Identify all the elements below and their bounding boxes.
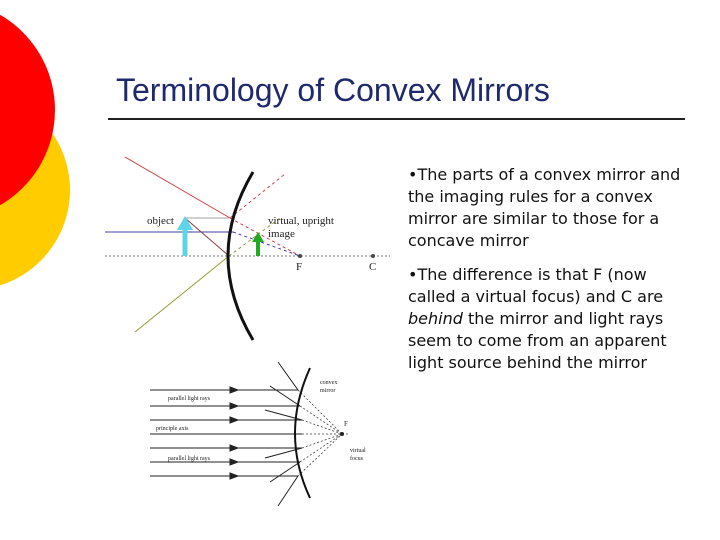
- convex-mirror-curve: [295, 368, 310, 498]
- principle-axis-label: principle axis: [156, 426, 189, 432]
- bullet-list: [408, 164, 688, 386]
- object-label: object: [147, 215, 174, 227]
- ray-arrowhead: [230, 403, 238, 409]
- virtual-ray-extension: [302, 434, 342, 448]
- virtual-ray-extension: [298, 390, 342, 434]
- incident-ray-brown: [185, 218, 229, 256]
- mirror-label-line2: mirror: [320, 388, 336, 394]
- virtual-focus-label-line1: virtual: [350, 448, 366, 454]
- mirror-label-line1: convex: [320, 380, 338, 386]
- reflected-ray-olive: [135, 256, 229, 332]
- slide-title: Terminology of Convex Mirrors: [116, 72, 550, 108]
- ray-arrowhead: [230, 473, 238, 479]
- bullet-text-continued: the mirror and light rays seem to come from an apparent light source behind the mirror: [408, 309, 667, 372]
- focus-label: F: [344, 420, 348, 428]
- focus-point: [298, 254, 302, 258]
- reflected-ray: [278, 476, 298, 506]
- virtual-ray-extension: [300, 406, 342, 434]
- ray-arrowhead: [230, 459, 238, 465]
- virtual-focus-label-line2: focus: [350, 456, 363, 462]
- bullet-text: •The parts of a convex mirror and the imaging rules for a convex mirror are similar to those for a concave mirror: [408, 165, 681, 250]
- focus-label: F: [296, 261, 303, 273]
- parallel-rays-label-bottom: parallel light rays: [168, 456, 210, 462]
- virtual-focus-point: [340, 432, 344, 436]
- center-point: [371, 254, 375, 258]
- decorative-circles: [0, 0, 90, 300]
- reflected-ray-red: [230, 174, 285, 218]
- virtual-ray-extension: [298, 434, 342, 476]
- image-label-line1: virtual, upright: [268, 215, 334, 227]
- ray-arrowhead: [230, 445, 238, 451]
- convex-mirror-image-diagram: [105, 152, 395, 347]
- incident-ray-red: [125, 157, 230, 218]
- title-underline: [108, 118, 685, 120]
- image-label-line2: image: [268, 228, 295, 240]
- bullet-item: [408, 264, 688, 374]
- reflected-ray: [278, 362, 298, 390]
- bullet-emphasis: behind: [408, 309, 463, 328]
- center-label: C: [369, 261, 377, 273]
- parallel-rays-label-top: parallel light rays: [168, 396, 210, 402]
- parallel-rays-diagram: [150, 348, 380, 536]
- ray-arrowhead: [230, 387, 238, 393]
- virtual-ray-extension: [300, 434, 342, 462]
- bullet-text: •The difference is that F (now called a virtual focus) and C are: [408, 265, 664, 306]
- ray-arrowhead: [230, 417, 238, 423]
- virtual-ray-extension: [302, 420, 342, 434]
- bullet-item: [408, 164, 688, 252]
- reflected-ray: [270, 386, 300, 406]
